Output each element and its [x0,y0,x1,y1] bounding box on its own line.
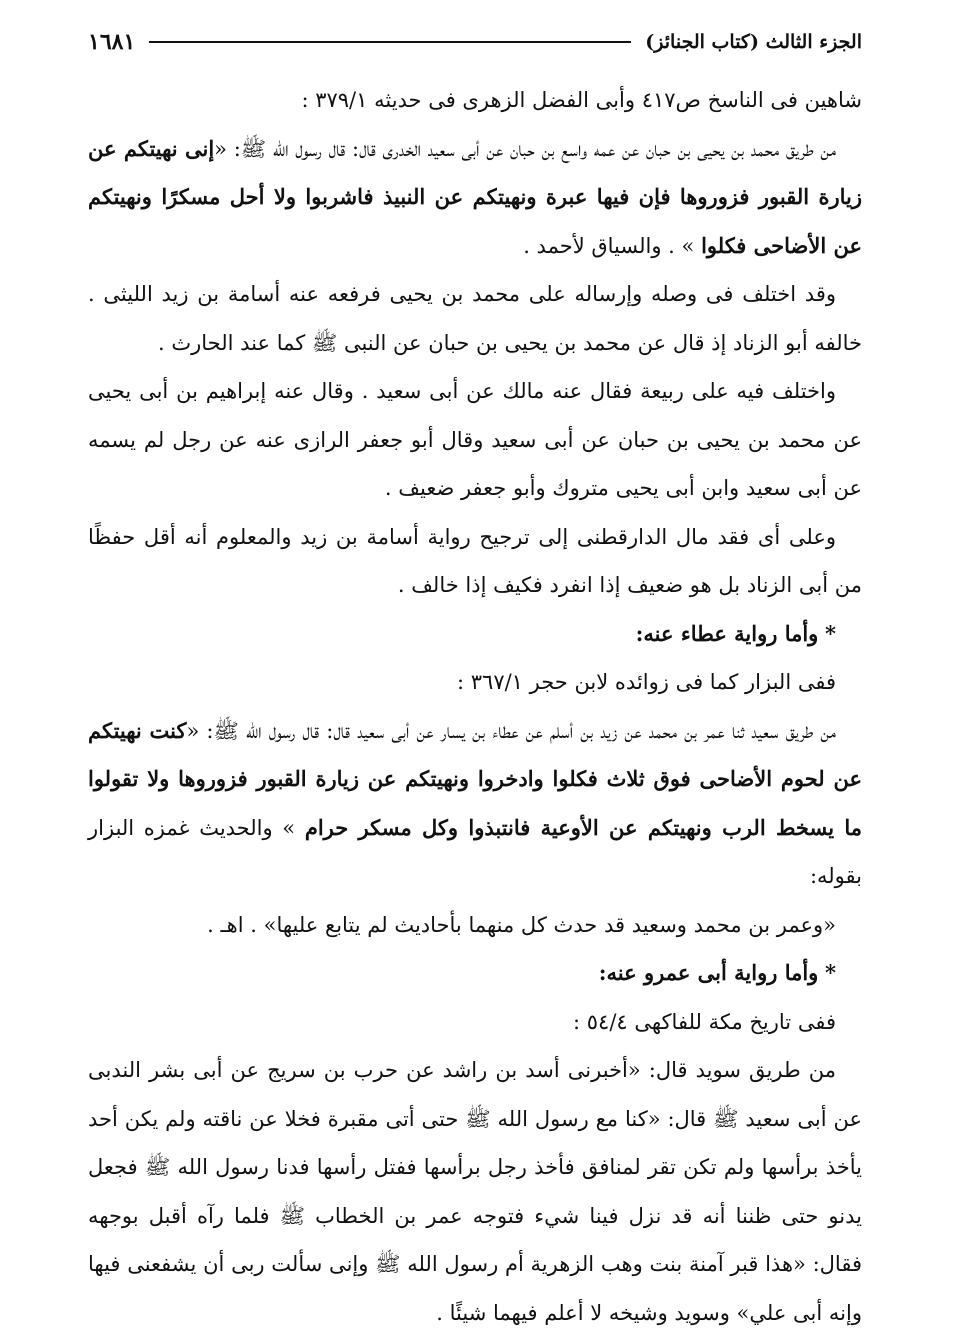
paragraph-7: من طريق سعيد ثنا عمر بن محمد عن زيد بن أسلم عن عطاء بن يسار عن أبى سعيد قال: قال رسول الله ﷺ: «كنت نهيتكم عن لحوم الأضاحى فوق ثلاث فكلوا وادخروا ونهيتكم عن زيارة القبور فزوروها ولا تقولوا ما يسخط الرب ونهيتكم عن الأوعية فانتبذوا وكل مسكر حرام » والحديث غمزه البزار بقوله: [88,717,862,888]
paragraph-1: شاهين فى الناسخ ص٤١٧ وأبى الفضل الزهرى فى حديثه ٣٧٩/١ : [301,88,862,112]
paragraph-10: من طريق سويد قال: «أخبرنى أسد بن راشد عن حرب بن سريج عن أبى بشر الندبى عن أبى سعيد ﷺ قال: «كنا مع رسول الله ﷺ حتى أتى مقبرة فخلا عن ناقته ولم يكن أحد يأخذ برأسها ولم تكن تقر لمنافق فأخذ رجل برأسها ففتل رأسها فدنا رسول الله ﷺ فجعل يدنو حتى ظننا أنه قد نزل فينا شيء فتوجه عمر بن الخطاب ﷺ فلما رآه أقبل بوجهه فقال: «هذا قبر آمنة بنت وهب الزهرية أم رسول الله ﷺ وإنى سألت ربى أن يشفعنى فيها وإنه أبى علي» وسويد وشيخه لا أعلم فيهما شيئًا . [88,1058,862,1325]
body-text [88,76,862,1337]
star-marker: * [825,960,836,985]
running-title: الجزء الثالث (كتاب الجنائز) [645,31,862,53]
paragraph-3: وقد اختلف فى وصله وإرساله على محمد بن يحيى فرفعه عنه أسامة بن زيد الليثى . خالفه أبو الزناد إذ قال عن محمد بن يحيى بن حبان عن النبى ﷺ كما عند الحارث . [88,282,862,355]
section-heading-abi-amr: * وأما رواية أبى عمرو عنه: [598,960,836,985]
section-heading-ata: * وأما رواية عطاء عنه: [635,620,836,646]
paragraph-6: ففى البزار كما فى زوائده لابن حجر ٣٦٧/١ : [457,670,836,694]
paragraph-4: واختلف فيه على ربيعة فقال عنه مالك عن أبى سعيد . وقال عنه إبراهيم بن أبى يحيى عن محمد بن يحيى بن حبان عن أبى سعيد وقال أبو جعفر الرازى عنه عن رجل لم يسمه عن أبى سعيد وابن أبى يحيى متروك وأبو جعفر ضعيف . [88,379,862,500]
paragraph-8: «وعمر بن محمد وسعيد قد حدث كل منهما بأحاديث لم يتابع عليها» . اهـ . [207,912,836,937]
paragraph-5: وعلى أى فقد مال الدارقطنى إلى ترجيح رواية أسامة بن زيد والمعلوم أنه أقل حفظًا من أبى الزناد بل هو ضعيف إذا انفرد فكيف إذا خالف . [88,524,862,597]
paragraph-9: ففى تاريخ مكة للفاكهى ٥٤/٤ : [573,1009,836,1034]
star-marker: * [825,620,836,646]
page-header [88,22,862,62]
page-number: ١٦٨١ [88,29,136,55]
hadith-text-1: إنى نهيتكم عن زيارة القبور فزوروها فإن فيها عبرة ونهيتكم عن النبيذ فاشربوا ولا أحل مسكرًا ونهيتكم عن الأضاحى فكلوا [88,135,862,258]
paragraph-2: من طريق محمد بن يحيى بن حبان عن عمه واسع بن حبان عن أبى سعيد الخدرى قال: قال رسول الله ﷺ: «إنى نهيتكم عن زيارة القبور فزوروها فإن فيها عبرة ونهيتكم عن النبيذ فاشربوا ولا أحل مسكرًا ونهيتكم عن الأضاحى فكلوا » . والسياق لأحمد . [88,135,862,258]
hadith-text-2: كنت نهيتكم عن لحوم الأضاحى فوق ثلاث فكلوا وادخروا ونهيتكم عن زيارة القبور فزوروها ولا تقولوا ما يسخط الرب ونهيتكم عن الأوعية فانتبذوا وكل مسكر حرام [88,717,862,840]
header-rule [149,41,631,43]
